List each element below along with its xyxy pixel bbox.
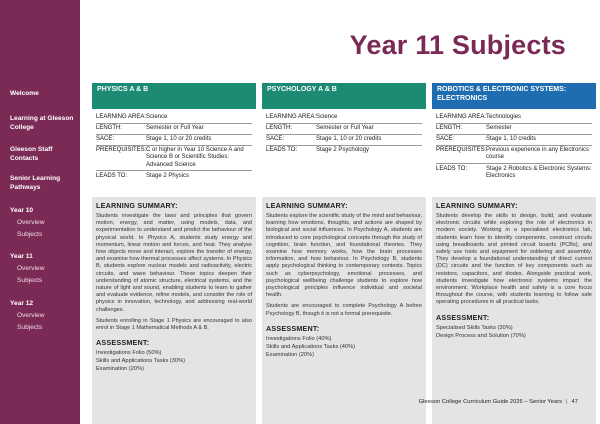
- divider: [266, 123, 422, 124]
- meta-leads-to: [266, 147, 424, 154]
- meta-value: Previous experience in any Electronics course: [486, 147, 590, 161]
- divider: [436, 163, 592, 164]
- assessment-item: Examination (20%): [96, 366, 145, 373]
- subject-meta: [432, 109, 596, 197]
- divider: [266, 134, 422, 135]
- meta-label: LEADS TO:: [266, 147, 298, 153]
- nav-year12[interactable]: Year 12: [10, 300, 34, 307]
- meta-sace: [266, 136, 424, 143]
- meta-value: Stage 2 Psychology: [316, 147, 370, 153]
- meta-leads-to: [436, 166, 594, 181]
- page-number: 47: [571, 399, 578, 405]
- meta-label: LENGTH:: [96, 125, 123, 131]
- summary-paragraph: Students develop the skills to design, build, and evaluate electronic circuits while exploring the role of electronics in modern society. Working in a specialised electronics lab, students learn how to identify components, construct circuits using breadboards and printed circuit boards (PCBs), and safely use tools and equipment for soldering and assembly. They develop a foundational understanding of direct current (DC) circuits and the function of key components such as resistors, capacitors, and diodes. Alongside practical work, students investigate how electronic systems impact the environment. Workplace health and safety is a core focus throughout the course, with students learning to follow safe operating procedures in all practical tasks.: [436, 213, 592, 306]
- summary-paragraph: Students explore the scientific study of the mind and behaviour, learning how emotions, thoughts, and actions are shaped by biological and social influences. In Psychology A, students are introduced to core psychological concepts through the study of cognition, brain function, and foundational theories. They examine how memory works, how the brain processes information, and how behaviour. In Psychology B, students apply psychological thinking to contemporary contexts. Topics such as cyberpsychology, emotional processes, and psychological wellbeing challenge students to explore how psychological principles influence individual and societal health.: [266, 213, 422, 299]
- meta-label: SACE:: [436, 136, 455, 142]
- summary-heading: LEARNING SUMMARY:: [436, 201, 518, 210]
- summary-heading: LEARNING SUMMARY:: [266, 201, 348, 210]
- assessment-item: Skills and Applications Tasks (40%): [266, 343, 356, 350]
- meta-label: SACE:: [96, 136, 115, 142]
- meta-value: Semester or Full Year: [146, 125, 204, 131]
- subject-meta: [92, 109, 256, 197]
- meta-learning-area: [266, 114, 424, 121]
- assessment-item: Investigations Folio (50%): [96, 350, 162, 357]
- meta-value: Stage 1, 10 credits: [486, 136, 537, 142]
- subject-column-physics: [92, 83, 256, 424]
- divider: [96, 145, 252, 146]
- nav-year10[interactable]: Year 10: [10, 207, 34, 214]
- sidebar-nav: [0, 0, 80, 424]
- subject-header: PHYSICS A & B: [92, 83, 256, 109]
- assessment-item: Investigations Folio (40%): [266, 335, 332, 342]
- divider: [96, 134, 252, 135]
- nav-learning-at-gleeson[interactable]: Learning at Gleeson College: [10, 115, 74, 131]
- meta-value: Stage 1, 10 or 20 credits: [316, 136, 382, 142]
- summary-paragraph: Students investigate the laws and principles that govern motion, energy, and matter, using models, data, and experimentation to understand and predict the behaviour of the physical world. In Physics A, students study energy and momentum, linear motion and forces, and heat. They analyse how objects move and interact, explore the transfer of energy, and examine how thermal processes affect systems. In Physics B, students explore nuclear models and radioactivity, electric circuits, and wave behaviour. These topics deepen their understanding of atomic structure, electrical systems, and the nature of light and sound, enabling students to learn to gather and evaluate evidence, refine models, and consider the role of physics in innovation, technology, and addressing real-world challenges.: [96, 213, 252, 313]
- summary-paragraph: Students are encouraged to complete Psychology A before Psychology B, though it is not a formal prerequisite.: [266, 303, 422, 317]
- meta-value: C or higher in Year 10 Science A and Science B or Scientific Studies: Advanced Science: [146, 147, 244, 168]
- nav-year11-overview[interactable]: Overview: [17, 265, 45, 272]
- nav-year12-subjects[interactable]: Subjects: [17, 324, 43, 331]
- meta-label: PREREQUISITES:: [436, 147, 487, 153]
- meta-label: LEARNING AREA:: [266, 114, 317, 120]
- nav-year11-subjects[interactable]: Subjects: [17, 277, 43, 284]
- assessment-heading: ASSESSMENT:: [266, 323, 320, 333]
- nav-year10-subjects[interactable]: Subjects: [17, 231, 43, 238]
- meta-label: LENGTH:: [436, 125, 463, 131]
- nav-year11[interactable]: Year 11: [10, 253, 33, 260]
- meta-length: [436, 125, 594, 132]
- assessment-heading: ASSESSMENT:: [436, 312, 490, 322]
- assessment-item: Skills and Applications Tasks (30%): [96, 358, 186, 365]
- meta-label: SACE:: [266, 136, 285, 142]
- meta-length: [96, 125, 254, 132]
- assessment-item: Design Process and Solution (70%): [436, 332, 526, 339]
- divider: [96, 170, 252, 171]
- meta-value: Science: [316, 114, 338, 120]
- meta-label: LEARNING AREA:: [96, 114, 147, 120]
- meta-value: Semester or Full Year: [316, 125, 374, 131]
- subject-header: ROBOTICS & ELECTRONIC SYSTEMS: ELECTRONICS: [432, 83, 596, 109]
- subject-header: PSYCHOLOGY A & B: [262, 83, 426, 109]
- nav-staff-contacts[interactable]: Gleeson Staff Contacts: [10, 146, 53, 162]
- meta-label: LENGTH:: [266, 125, 293, 131]
- page-footer: [419, 399, 578, 405]
- meta-value: Stage 2 Robotics & Electronic Systems: Electronics: [486, 166, 592, 180]
- subject-meta: [262, 109, 426, 197]
- footer-text: Gleeson College Curriculum Guide 2026 – Senior Years: [418, 399, 563, 405]
- divider: [436, 145, 592, 146]
- page-title: Year 11 Subjects: [349, 30, 566, 60]
- subject-details: [92, 197, 256, 424]
- divider: [436, 134, 592, 135]
- assessment-item: Specialised Skills Tasks (30%): [436, 324, 513, 331]
- assessment-heading: ASSESSMENT:: [96, 338, 150, 348]
- meta-value: Stage 1, 10 or 20 credits: [146, 136, 212, 142]
- meta-label: PREREQUISITES:: [96, 147, 147, 153]
- summary-heading: LEARNING SUMMARY:: [96, 201, 178, 210]
- meta-value: Technologies: [486, 114, 522, 120]
- meta-label: LEARNING AREA:: [436, 114, 487, 120]
- nav-welcome[interactable]: Welcome: [10, 90, 39, 97]
- meta-prerequisites: [96, 147, 254, 169]
- meta-sace: [96, 136, 254, 143]
- subject-details: [262, 197, 426, 424]
- divider: [96, 123, 252, 124]
- meta-learning-area: [436, 114, 594, 121]
- divider: [436, 123, 592, 124]
- meta-value: Semester: [486, 125, 512, 131]
- footer-separator: |: [566, 399, 568, 405]
- nav-year12-overview[interactable]: Overview: [17, 312, 45, 319]
- meta-label: LEADS TO:: [436, 166, 468, 172]
- nav-senior-pathways[interactable]: Senior Learning Pathways: [10, 175, 61, 191]
- meta-label: LEADS TO:: [96, 173, 128, 179]
- nav-year10-overview[interactable]: Overview: [17, 219, 45, 226]
- meta-value: Stage 2 Physics: [146, 173, 190, 179]
- meta-sace: [436, 136, 594, 143]
- assessment-item: Examination (20%): [266, 351, 315, 358]
- subject-column-psychology: [262, 83, 426, 424]
- subject-details: [432, 197, 596, 424]
- subject-column-robotics: [432, 83, 596, 424]
- meta-prerequisites: [436, 147, 594, 162]
- meta-length: [266, 125, 424, 132]
- meta-leads-to: [96, 173, 254, 180]
- meta-value: Science: [146, 114, 168, 120]
- divider: [266, 145, 422, 146]
- summary-paragraph: Students enrolling in Stage 1 Physics are encouraged to also enrol in Stage 1 Mathematical Methods A & B.: [96, 317, 252, 332]
- meta-learning-area: [96, 114, 254, 121]
